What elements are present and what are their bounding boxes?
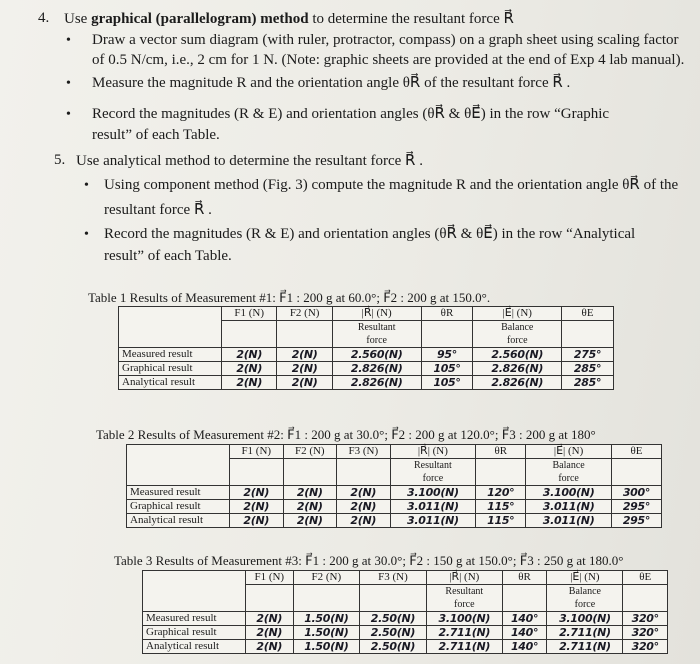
col-r: |R⃗| (N) (426, 571, 502, 585)
handwritten-entry: 2.50(N) (360, 640, 427, 654)
col-f2: F2 (N) (293, 571, 360, 585)
handwritten-entry: 2.711(N) (426, 626, 502, 640)
handwritten-entry: 2.711(N) (547, 626, 623, 640)
col-theta-e: θE (562, 307, 614, 321)
col-r: |R⃗| (N) (390, 445, 476, 459)
handwritten-entry: 275° (562, 348, 614, 362)
section-4-bullet-3b: result” of each Table. (92, 127, 220, 143)
handwritten-entry: 2(N) (230, 486, 284, 500)
balance-force-label: Balance force (547, 585, 623, 612)
handwritten-entry: 295° (611, 514, 661, 528)
table-header-row (143, 571, 668, 585)
handwritten-entry: 120° (476, 486, 526, 500)
handwritten-entry: 3.011(N) (526, 514, 612, 528)
handwritten-entry: 140° (502, 612, 546, 626)
bullet-icon: • (84, 227, 89, 242)
handwritten-entry: 300° (611, 486, 661, 500)
col-f1: F1 (N) (230, 445, 284, 459)
row-label: Analytical result (143, 640, 246, 654)
col-theta-r: θR (421, 307, 473, 321)
section-5-bullet-1b: resultant force R⃗ . (104, 202, 212, 218)
handwritten-entry: 3.011(N) (526, 500, 612, 514)
row-label: Analytical result (119, 376, 222, 390)
handwritten-entry: 2(N) (222, 362, 277, 376)
row-label: Measured result (143, 612, 246, 626)
section-5-number: 5. (54, 152, 66, 168)
section-4-bullet-1a: Draw a vector sum diagram (with ruler, protractor, compass) on a graph sheet using scaling factor (92, 32, 679, 48)
handwritten-entry: 3.100(N) (426, 612, 502, 626)
table-row (119, 348, 614, 362)
row-label: Analytical result (127, 514, 230, 528)
col-f3: F3 (N) (360, 571, 427, 585)
col-theta-r: θR (476, 445, 526, 459)
col-f2: F2 (N) (283, 445, 337, 459)
handwritten-entry: 2.826(N) (473, 376, 562, 390)
col-e: |E⃗| (N) (547, 571, 623, 585)
row-label: Graphical result (127, 500, 230, 514)
table-row (127, 514, 662, 528)
handwritten-entry: 140° (502, 640, 546, 654)
handwritten-entry: 2(N) (277, 362, 332, 376)
table-3 (142, 570, 668, 654)
bullet-icon: • (66, 33, 71, 48)
handwritten-entry: 2(N) (337, 486, 391, 500)
balance-force-label: Balance force (473, 321, 562, 348)
col-f1: F1 (N) (246, 571, 294, 585)
handwritten-entry: 285° (562, 376, 614, 390)
handwritten-entry: 3.011(N) (390, 500, 476, 514)
handwritten-entry: 2.826(N) (473, 362, 562, 376)
handwritten-entry: 2.826(N) (332, 376, 421, 390)
col-r: |R⃗| (N) (332, 307, 421, 321)
handwritten-entry: 105° (421, 362, 473, 376)
handwritten-entry: 2(N) (230, 500, 284, 514)
handwritten-entry: 2(N) (337, 514, 391, 528)
section-4-heading: Use graphical (parallelogram) method to determine the resultant force R⃗ (64, 11, 514, 27)
row-label: Measured result (127, 486, 230, 500)
col-theta-e: θE (611, 445, 661, 459)
section-4-bullet-2: Measure the magnitude R and the orientation angle θR⃗ of the resultant force R⃗ . (92, 75, 571, 91)
handwritten-entry: 3.011(N) (390, 514, 476, 528)
col-f2: F2 (N) (277, 307, 332, 321)
handwritten-entry: 105° (421, 376, 473, 390)
col-theta-r: θR (502, 571, 546, 585)
section-4-bullet-1b: of 0.5 N/cm, i.e., 2 cm for 1 N. (Note: graphic sheets are provided at the end of Exp 4 lab manual). (92, 52, 685, 68)
handwritten-entry: 2(N) (283, 514, 337, 528)
balance-force-label: Balance force (526, 459, 612, 486)
handwritten-entry: 2.711(N) (547, 640, 623, 654)
row-label: Measured result (119, 348, 222, 362)
resultant-force-label: Resultant force (332, 321, 421, 348)
handwritten-entry: 2(N) (283, 486, 337, 500)
handwritten-entry: 2.560(N) (473, 348, 562, 362)
bullet-icon: • (66, 76, 71, 91)
col-f3: F3 (N) (337, 445, 391, 459)
handwritten-entry: 3.100(N) (526, 486, 612, 500)
section-5-heading: Use analytical method to determine the resultant force R⃗ . (76, 153, 423, 169)
section-5-bullet-1a: Using component method (Fig. 3) compute the magnitude R and the orientation angle θR⃗ of the (104, 177, 679, 193)
handwritten-entry: 2(N) (230, 514, 284, 528)
resultant-force-label: Resultant force (426, 585, 502, 612)
table-row (119, 362, 614, 376)
table-1-caption: Table 1 Results of Measurement #1: F⃗1 : 200 g at 60.0°; F⃗2 : 200 g at 150.0°. (88, 290, 491, 305)
handwritten-entry: 295° (611, 500, 661, 514)
section-5-bullet-2b: result” of each Table. (104, 248, 232, 264)
handwritten-entry: 2(N) (222, 376, 277, 390)
table-2-caption: Table 2 Results of Measurement #2: F⃗1 : 200 g at 30.0°; F⃗2 : 200 g at 120.0°; F⃗3 : 200 g at 180° (96, 427, 596, 442)
bullet-icon: • (66, 107, 71, 122)
table-row (143, 612, 668, 626)
col-f1: F1 (N) (222, 307, 277, 321)
handwritten-entry: 2.826(N) (332, 362, 421, 376)
table-row (127, 500, 662, 514)
handwritten-entry: 140° (502, 626, 546, 640)
table-1 (118, 306, 614, 390)
handwritten-entry: 2.50(N) (360, 612, 427, 626)
handwritten-entry: 2(N) (283, 500, 337, 514)
table-row (143, 626, 668, 640)
handwritten-entry: 320° (623, 612, 668, 626)
section-4-number: 4. (38, 10, 50, 26)
handwritten-entry: 2.711(N) (426, 640, 502, 654)
handwritten-entry: 2(N) (222, 348, 277, 362)
handwritten-entry: 95° (421, 348, 473, 362)
section-5-bullet-2a: Record the magnitudes (R & E) and orientation angles (θR⃗ & θE⃗) in the row “Analytical (104, 226, 636, 242)
table-row (143, 640, 668, 654)
handwritten-entry: 320° (623, 626, 668, 640)
table-3-caption: Table 3 Results of Measurement #3: F⃗1 : 200 g at 30.0°; F⃗2 : 150 g at 150.0°; F⃗3 : 250 g at 180.0° (114, 553, 624, 568)
table-row (119, 376, 614, 390)
handwritten-entry: 2(N) (246, 626, 294, 640)
handwritten-entry: 2(N) (277, 376, 332, 390)
resultant-force-label: Resultant force (390, 459, 476, 486)
table-2 (126, 444, 662, 528)
handwritten-entry: 1.50(N) (293, 626, 360, 640)
handwritten-entry: 320° (623, 640, 668, 654)
col-e: |E⃗| (N) (473, 307, 562, 321)
col-theta-e: θE (623, 571, 668, 585)
handwritten-entry: 115° (476, 514, 526, 528)
handwritten-entry: 1.50(N) (293, 612, 360, 626)
section-4-bullet-3a: Record the magnitudes (R & E) and orientation angles (θR⃗ & θE⃗) in the row “Graphic (92, 106, 610, 122)
table-header-row (127, 445, 662, 459)
handwritten-entry: 2.50(N) (360, 626, 427, 640)
handwritten-entry: 3.100(N) (390, 486, 476, 500)
handwritten-entry: 2(N) (246, 640, 294, 654)
handwritten-entry: 1.50(N) (293, 640, 360, 654)
handwritten-entry: 2.560(N) (332, 348, 421, 362)
table-row (127, 486, 662, 500)
bullet-icon: • (84, 178, 89, 193)
handwritten-entry: 3.100(N) (547, 612, 623, 626)
col-e: |E⃗| (N) (526, 445, 612, 459)
handwritten-entry: 115° (476, 500, 526, 514)
handwritten-entry: 2(N) (337, 500, 391, 514)
handwritten-entry: 2(N) (277, 348, 332, 362)
handwritten-entry: 2(N) (246, 612, 294, 626)
handwritten-entry: 285° (562, 362, 614, 376)
row-label: Graphical result (143, 626, 246, 640)
row-label: Graphical result (119, 362, 222, 376)
table-header-row (119, 307, 614, 321)
